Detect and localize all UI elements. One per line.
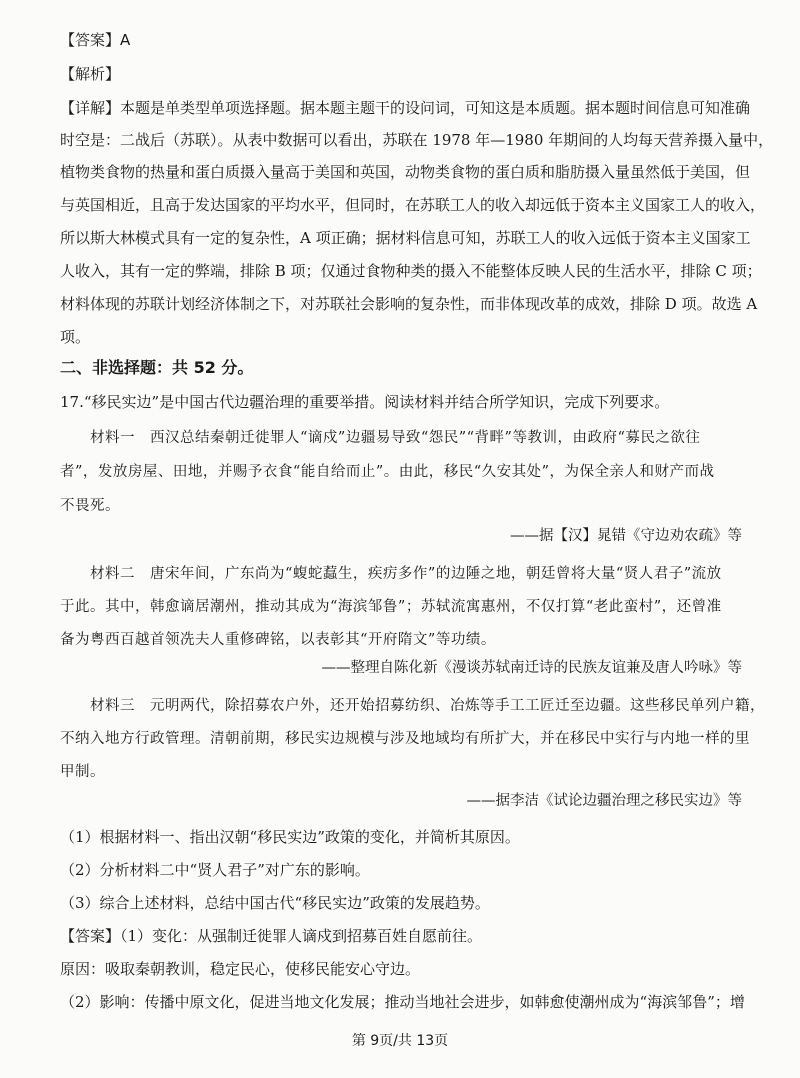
question-17-stem: 17.“移民实边”是中国古代边疆治理的重要举措。阅读材料并结合所学知识，完成下列要求。 (60, 393, 670, 411)
material-line: 者”，发放房屋、田地，并赐予衣食“能自给而止”。由此，移民“久安其处”，为保全亲人和财产而战 (60, 464, 715, 480)
answer-line: 原因：吸取秦朝教训，稳定民心，使移民能安心守边。 (60, 960, 421, 978)
sub-question: （2）分析材料二中“贤人君子”对广东的影响。 (60, 861, 370, 879)
answer-line: （2）影响：传播中原文化，促进当地文化发展；推动当地社会进步，如韩愈使潮州成为“海滨邹鲁”；增 (60, 993, 745, 1011)
answer-line: 【答案】（1）变化：从强制迁徙罪人谪戍到招募百姓自愿前往。 (60, 927, 483, 945)
detail-line: 植物类食物的热量和蛋白质摄入量高于美国和英国，动物类食物的蛋白质和脂肪摄入量虽然低于美国，但 (60, 163, 751, 181)
section-title: 二、非选择题：共 52 分。 (60, 358, 254, 377)
detail-line: 人收入，其有一定的弊端，排除 B 项；仅通过食物种类的摄入不能整体反映人民的生活水平，排除 C 项； (60, 262, 762, 280)
material-line: 甲制。 (60, 764, 105, 780)
sub-question: （1）根据材料一、指出汉朝“移民实边”政策的变化，并简析其原因。 (60, 828, 520, 846)
detail-line: 项。 (60, 328, 91, 346)
material-line: 备为粤西百越首领冼夫人重修碑铭，以表彰其“开府隋文”等功绩。 (60, 632, 496, 648)
material-source: ——据李洁《试论边疆治理之移民实边》等 (466, 793, 742, 809)
material-line: 于此。其中，韩愈谪居潮州，推动其成为“海滨邹鲁”；苏轼流寓惠州，不仅打算“老此蛮村”，还曾准 (60, 599, 722, 615)
material-line: 不畏死。 (60, 498, 120, 514)
material-source: ——整理自陈化新《漫谈苏轼南迁诗的民族友谊兼及唐人吟咏》等 (321, 660, 742, 676)
previous-answer: 【答案】A (60, 31, 131, 49)
sub-question: （3）综合上述材料，总结中国古代“移民实边”政策的发展趋势。 (60, 894, 490, 912)
analysis-label: 【解析】 (60, 65, 121, 83)
material-line: 不纳入地方行政管理。清朝前期，移民实边规模与涉及地域均有所扩大，并在移民中实行与内地一样的里 (60, 731, 750, 747)
detail-line: 所以斯大林模式具有一定的复杂性，A 项正确；据材料信息可知，苏联工人的收入远低于资本主义国家工 (60, 229, 751, 247)
material-line: 材料一 西汉总结秦朝迁徙罪人“谪戍”边疆易导致“怨民”“背畔”等教训，由政府“募民之欲往 (90, 430, 701, 446)
material-line: 材料二 唐宋年间，广东尚为“蝮蛇蠚生，疾疠多作”的边陲之地，朝廷曾将大量“贤人君子”流放 (90, 566, 722, 582)
detail-line: 【详解】本题是单类型单项选择题。据本题主题干的设问词，可知这是本质题。据本题时间信息可知准确 (60, 99, 751, 117)
detail-line: 时空是：二战后（苏联）。从表中数据可以看出，苏联在 1978 年—1980 年期间的人均每天营养摄入量中， (60, 131, 774, 149)
page-footer: 第 9页/共 13页 (351, 1033, 449, 1049)
detail-line: 与英国相近，且高于发达国家的平均水平，但同时，在苏联工人的收入却远低于资本主义国家工人的收入， (60, 196, 766, 214)
material-line: 材料三 元明两代，除招募农户外，还开始招募纺织、冶炼等手工工匠迁至边疆。这些移民单列户籍， (90, 698, 765, 714)
detail-line: 材料体现的苏联计划经济体制之下，对苏联社会影响的复杂性，而非体现改革的成效，排除 D 项。故选 A (60, 295, 758, 313)
material-source: ——据【汉】晁错《守边劝农疏》等 (510, 528, 742, 544)
